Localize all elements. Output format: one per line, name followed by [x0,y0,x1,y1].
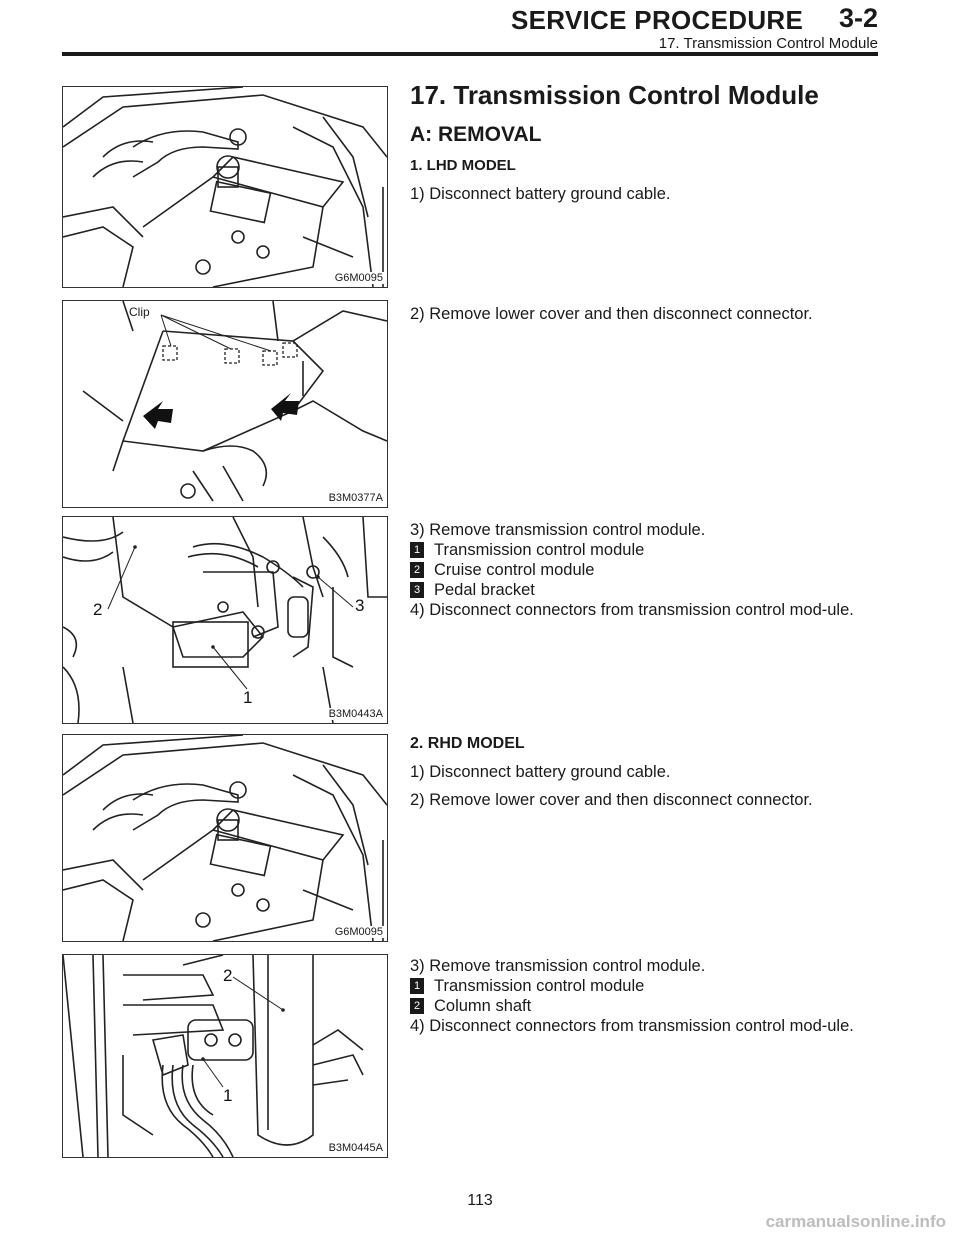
figure-code: B3M0443A [328,708,383,720]
figure-battery-rhd [62,734,388,942]
battery-illustration [63,87,387,287]
chapter-title: 17. Transmission Control Module [410,80,819,110]
figure-code: G6M0095 [334,272,383,284]
legend-text: Transmission control module [434,977,645,995]
figure-tcm-lhd [62,516,388,724]
callout-2: 2 [223,966,233,985]
step-remove-tcm: 3) Remove transmission control module. [410,957,706,975]
step-remove-tcm: 3) Remove transmission control module. [410,521,706,539]
callout-1: 1 [223,1086,233,1105]
section-lower-cover [410,304,880,324]
legend-number: 2 [410,562,424,578]
figure-code: G6M0095 [334,926,383,938]
callout-1: 1 [243,688,253,707]
section-removal-lhd [410,80,880,204]
section-remove-tcm-lhd [410,520,880,620]
header-rule [62,52,878,56]
step-disconnect-connectors: 4) Disconnect connectors from transmission control mod-ule. [410,601,854,619]
legend-number: 3 [410,582,424,598]
legend-text: Pedal bracket [434,581,535,599]
callout-3: 3 [355,596,365,615]
lhd-model-heading: 1. LHD MODEL [410,157,516,174]
legend-text: Transmission control module [434,541,645,559]
step-disconnect-battery: 1) Disconnect battery ground cable. [410,185,671,203]
legend-item-1 [410,976,880,996]
step-disconnect-battery: 1) Disconnect battery ground cable. [410,763,671,781]
tcm-lhd-illustration [63,517,387,723]
header-title: SERVICE PROCEDURE [511,5,804,35]
callout-2: 2 [93,600,103,619]
removal-heading: A: REMOVAL [410,123,542,146]
clip-label: Clip [129,305,150,319]
watermark: carmanualsonline.info [765,1212,946,1231]
legend-number: 1 [410,978,424,994]
figure-code: B3M0377A [328,492,383,504]
step-remove-lower-cover: 2) Remove lower cover and then disconnect connector. [410,305,813,323]
figure-battery-lhd [62,86,388,288]
battery-illustration [63,735,387,941]
step-remove-lower-cover: 2) Remove lower cover and then disconnect connector. [410,791,813,809]
legend-item-2 [410,560,880,580]
legend-text: Cruise control module [434,561,595,579]
figure-tcm-rhd [62,954,388,1158]
rhd-model-heading: 2. RHD MODEL [410,735,525,752]
page-number: 113 [467,1192,493,1209]
legend-text: Column shaft [434,997,532,1015]
header-subtitle: 17. Transmission Control Module [658,35,878,52]
legend-item-3 [410,580,880,600]
step-disconnect-connectors: 4) Disconnect connectors from transmission control mod-ule. [410,1017,854,1035]
legend-item-1 [410,540,880,560]
tcm-rhd-illustration [63,955,387,1157]
section-remove-tcm-rhd [410,956,880,1036]
header-section-number: 3-2 [838,3,878,33]
legend-item-2 [410,996,880,1016]
lower-cover-illustration [63,301,387,507]
figure-code: B3M0445A [328,1142,383,1154]
legend-number: 2 [410,998,424,1014]
section-removal-rhd [410,734,880,810]
legend-number: 1 [410,542,424,558]
figure-lower-cover [62,300,388,508]
